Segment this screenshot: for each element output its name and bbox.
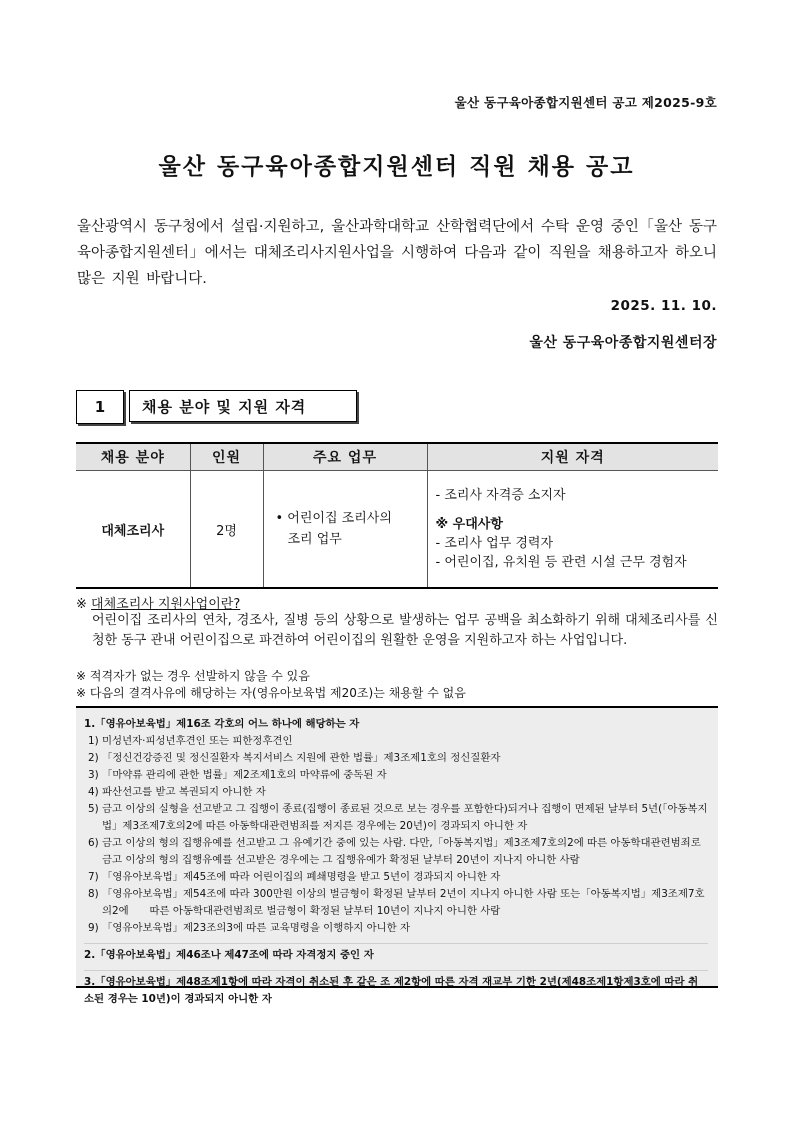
disqualification-box [76,706,718,1005]
pref-item-2: - 어린이집, 유치원 등 관련 시설 근무 경험자 [435,555,687,570]
page-title: 울산 동구육아종합지원센터 직원 채용 공고 [158,154,635,180]
header-field: 채용 분야 [76,443,190,471]
list-item [84,869,708,886]
list-item-number: 6) [88,837,99,849]
list-item-text: 「정신건강증진 및 정신질환자 복지서비스 지원에 관한 법률」제3조제1호의 정신질환자 [102,752,501,764]
list-item [84,801,708,835]
list-item [84,733,708,750]
intro-paragraph: 울산광역시 동구청에서 설립·지원하고, 울산과학대학교 산학협력단에서 수탁 운영 중인「울산 동구육아종합지원센터」에서는 대체조리사지원사업을 시행하여 다음과 같이 직원을 채용하고자 하오니 많은 지원 바랍니다. [77,219,717,287]
header-duty: 주요 업무 [263,443,427,471]
disq-heading-1: 1.「영유아보육법」제16조 각호의 어느 하나에 해당하는 자 [84,718,360,730]
list-item [84,784,708,801]
list-item-text: 「영유아보육법」제23조의3에 따른 교육명령을 이행하지 아니한 자 [102,922,411,934]
duty-line-1: • 어린이집 조리사의 [275,511,392,526]
list-item-number: 5) [88,803,99,815]
list-item-text: 미성년자·피성년후견인 또는 피한정후견인 [102,735,293,747]
warning-disqualification: ※ 다음의 결격사유에 해당하는 자(영유아보육법 제20조)는 채용할 수 없음 [76,686,466,700]
list-item-text: 금고 이상의 실형을 선고받고 그 집행이 종료(집행이 종료된 것으로 보는 경우를 포함한다)되거나 집행이 면제된 날부터 5년(「아동복지법」제3조제7호의2에 따른 아동학대관련범죄를 저지른 경우에는 20년)이 경과되지 아니한 자 [102,803,708,832]
qual-basic: - 조리사 자격증 소지자 [435,488,566,503]
pref-item-1: - 조리사 업무 경력자 [435,536,554,551]
warning-no-candidate: ※ 적격자가 없는 경우 선발하지 않을 수 있음 [76,669,310,683]
section-title-box: 채용 분야 및 지원 자격 [129,390,357,422]
list-item-text: 「영유아보육법」제45조에 따라 어린이집의 폐쇄명령을 받고 5년이 경과되지 아니한 자 [102,871,501,883]
table-header-row [76,443,718,471]
disq-heading-2: 2.「영유아보육법」제46조나 제47조에 따라 자격정지 중인 자 [84,943,708,964]
list-item-number: 7) [88,871,99,883]
list-item [84,750,708,767]
recruitment-table [76,442,718,589]
list-item-number: 1) [88,735,99,747]
list-item [84,886,708,920]
note-heading [76,593,240,612]
pref-title: ※ 우대사항 [435,517,503,532]
list-item-number: 9) [88,922,99,934]
section-number-box: 1 [76,390,124,424]
list-item-number: 8) [88,888,99,900]
note-mark: ※ [76,597,87,612]
list-item [84,767,708,784]
list-item-text: 금고 이상의 형의 집행유예를 선고받고 그 유예기간 중에 있는 사람. 다만,「아동복지법」제3조제7호의2에 따른 아동학대관련범죄로 금고 이상의 형의 집행유예를 선고받은 경우에는 그 집행유예가 확정된 날부터 20년이 지나지 아니한 사람 [102,837,701,866]
note-body: 어린이집 조리사의 연차, 경조사, 질병 등의 상황으로 발생하는 업무 공백을 최소화하기 위해 대체조리사를 신청한 동구 관내 어린이집으로 파견하여 어린이집의 원활한 운영을 지원하고자 하는 사업입니다. [92,613,718,648]
signer: 울산 동구육아종합지원센터장 [529,335,717,351]
disq-item-list [84,733,708,937]
table-row [76,471,718,589]
disq-heading-3: 3.「영유아보육법」제48조제1항에 따라 자격이 취소된 후 같은 조 제2항에 따른 자격 재교부 기한 2년(제48조제1항제3호에 따라 취소된 경우는 10년)이 경과되지 아니한 자 [84,970,708,1008]
list-item-text: 「영유아보육법」제54조에 따라 300만원 이상의 벌금형이 확정된 날부터 2년이 지나지 아니한 사람 또는「아동복지법」제3조제7호의2에 따른 아동학대관련범죄로 벌금형이 확정된 날부터 10년이 지나지 아니한 사람 [102,888,705,917]
cell-field: 대체조리사 [76,471,190,589]
list-item [84,920,708,937]
header-count: 인원 [190,443,263,471]
cell-count: 2명 [190,471,263,589]
cell-qualification [427,471,718,589]
list-item-number: 2) [88,752,99,764]
note-title: 대체조리사 지원사업이란? [91,597,241,612]
list-item-number: 3) [88,769,99,781]
list-item-number: 4) [88,786,99,798]
notice-date: 2025. 11. 10. [610,298,717,314]
list-item-text: 「마약류 관리에 관한 법률」제2조제1호의 마약류에 중독된 자 [102,769,387,781]
list-item [84,835,708,869]
cell-duty [263,471,427,589]
notice-number: 울산 동구육아종합지원센터 공고 제2025-9호 [454,95,717,110]
duty-line-2: 조리 업무 [287,532,342,547]
header-qualification: 지원 자격 [427,443,718,471]
list-item-text: 파산선고를 받고 복권되지 아니한 자 [102,786,266,798]
